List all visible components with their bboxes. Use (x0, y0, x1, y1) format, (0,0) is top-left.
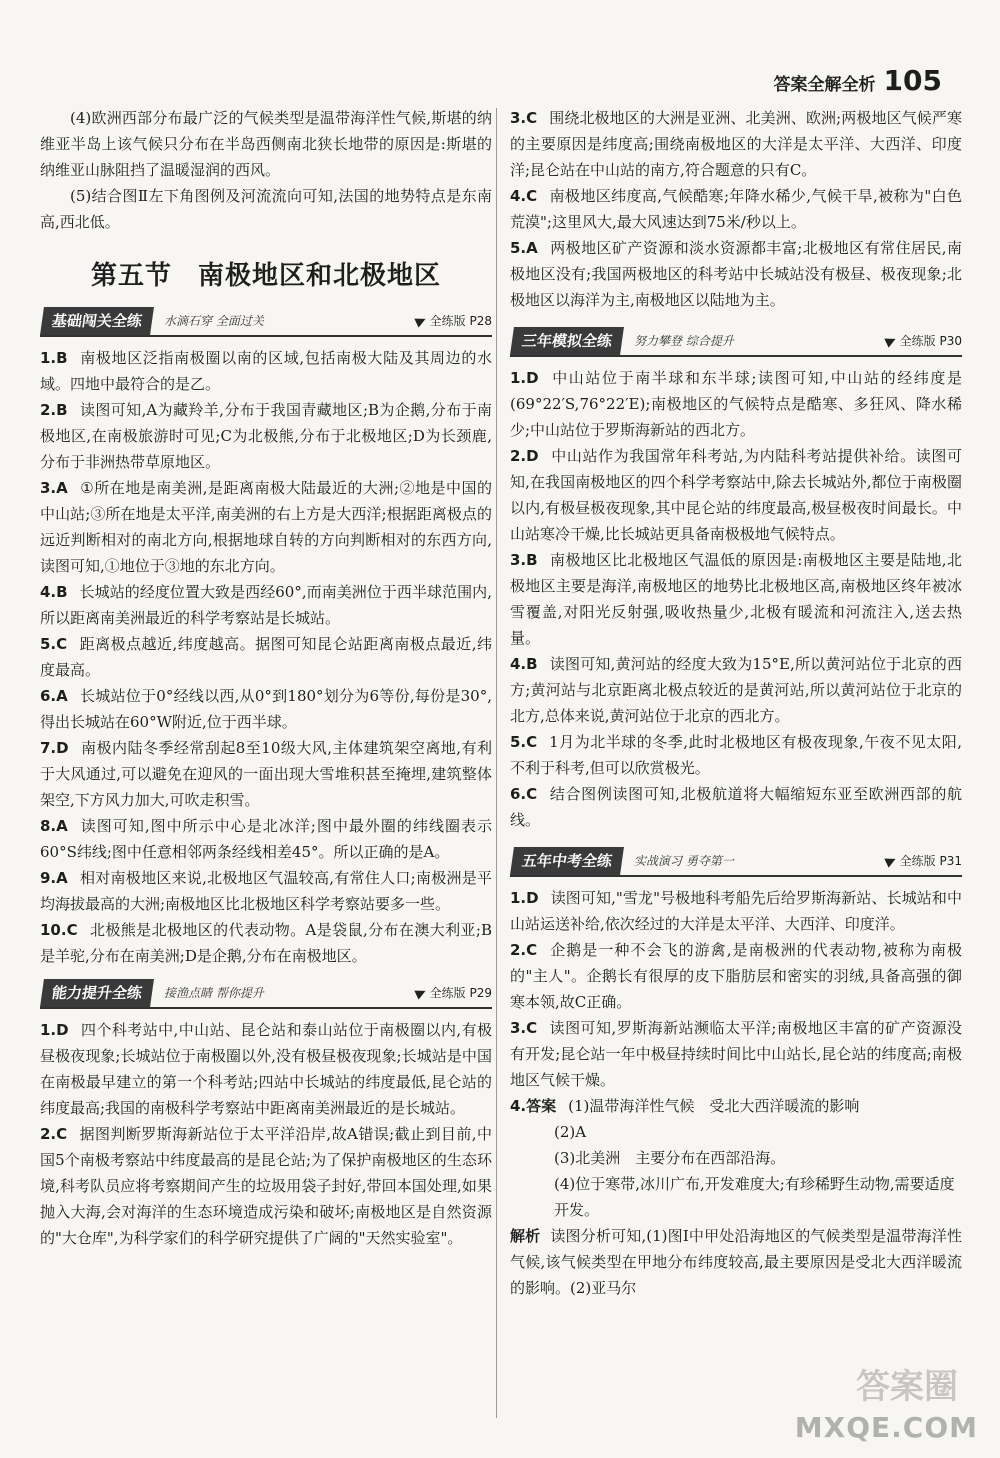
answer-text: 两极地区矿产资源和淡水资源都丰富;北极地区有常住居民,南极地区没有;我国两极地区的科考站中长城站没有极昼、极夜现象;北极地区以海洋为主,南极地区以陆地为主。 (510, 239, 962, 309)
answer-item (510, 781, 962, 833)
banner-tag: 能力提升全练 (40, 979, 154, 1007)
banner-ref: 全练版 P29 (416, 980, 492, 1006)
answer-text: 结合图例读图可知,北极航道将大幅缩短东亚至欧洲西部的航线。 (510, 785, 962, 829)
answer-text: 读图可知,罗斯海新站濒临太平洋;南极地区丰富的矿产资源没有开发;昆仑站一年中极昼持续时间比中山站长,昆仑站的纬度高;南极地区气候干燥。 (510, 1019, 962, 1089)
banner-ref: 全练版 P30 (886, 328, 962, 354)
right-column (510, 105, 962, 1301)
answer-item (40, 735, 492, 813)
answer-item (40, 345, 492, 397)
answer-number: 3.C (510, 1019, 538, 1037)
answer-number: 7.D (40, 739, 69, 757)
banner-tag: 基础闯关全练 (40, 307, 154, 335)
answer-item (510, 183, 962, 235)
answer-text: 读图可知,A为藏羚羊,分布于我国青藏地区;B为企鹅,分布于南极地区,在南极旅游时可见;C为北极熊,分布于北极地区;D为长颈鹿,分布于非洲热带草原地区。 (40, 401, 492, 471)
q4-answer-line4: (4)位于寒带,冰川广布,开发难度大;有珍稀野生动物,需要适度开发。 (554, 1175, 955, 1219)
answer-item (40, 1017, 492, 1121)
page-number: 105 (883, 64, 942, 97)
answer-number: 3.A (40, 479, 68, 497)
answer-number: 1.B (40, 349, 68, 367)
answer-number: 1.D (510, 369, 539, 387)
banner-slogan: 努力攀登 综合提升 (634, 334, 734, 348)
arrow-icon (414, 314, 427, 327)
arrow-icon (884, 854, 897, 867)
answer-number: 2.D (510, 447, 539, 465)
answer-text: 读图可知,"雪龙"号极地科考船先后给罗斯海新站、长城站和中山站运送补给,依次经过的大洋是太平洋、大西洋、印度洋。 (510, 889, 962, 933)
answer-number: 2.C (510, 941, 538, 959)
answer-text: 中山站作为我国常年科考站,为内陆科考站提供补给。读图可知,在我国南极地区的四个科学考察站中,除去长城站外,都位于南极圈以内,有极昼极夜现象,其中昆仑站的纬度最高,极昼极夜时间最长。中山站寒冷干燥,比长城站更具备南极极地气候特点。 (510, 447, 962, 543)
section-heading: 南极地区和北极地区 (198, 261, 442, 291)
q4-answer-line1: 4.答案 (1)温带海洋性气候 受北大西洋暖流的影响 (510, 1097, 860, 1115)
watermark-logo: 答案圈 (856, 1367, 958, 1407)
answer-text: 围绕北极地区的大洲是亚洲、北美洲、欧洲;两极地区气候严寒的主要原因是纬度高;围绕南极地区的大洋是太平洋、大西洋、印度洋;昆仑站在中山站的南方,符合题意的只有C。 (510, 109, 962, 179)
answer-text: ①所在地是南美洲,是距离南极大陆最近的大洲;②地是中国的中山站;③所在地是太平洋,南美洲的右上方是大西洋;根据距离极点的远近判断相对的南北方向,根据地球自转的方向判断相对的东西方向,读图可知,①地位于③地的东北方向。 (40, 479, 492, 575)
ability-answers (40, 1017, 492, 1251)
section-number: 第五节 (90, 261, 172, 291)
intro-paragraph-4: (4)欧洲西部分布最广泛的气候类型是温带海洋性气候,斯堪的纳维亚半岛上该气候只分布在半岛西侧南北狭长地带的原因是:斯堪的纳维亚山脉阻挡了温暖湿润的西风。 (40, 109, 492, 179)
answer-number: 3.B (510, 551, 538, 569)
answer-item (40, 1121, 492, 1251)
banner-exam (510, 847, 962, 877)
answer-item (510, 235, 962, 313)
banner-basic (40, 307, 492, 337)
mock-answers (510, 365, 962, 833)
answer-text: 据图判断罗斯海新站位于太平洋沿岸,故A错误;截止到目前,中国5个南极考察站中纬度最高的是昆仑站;为了保护南极地区的生态环境,科考队员应将考察期间产生的垃圾用袋子封好,带回本国处理,如果抛入大海,会对海洋的生态环境造成污染和破坏;南极地区是自然资源的"大仓库",为科学家们的科学研究提供了广阔的"天然实验室"。 (40, 1125, 492, 1247)
answer-number: 4.B (40, 583, 68, 601)
answer-number: 6.A (40, 687, 68, 705)
answer-text: 距离极点越近,纬度越高。据图可知昆仑站距离南极点最近,纬度最高。 (40, 635, 492, 679)
answer-item (40, 683, 492, 735)
answer-number: 5.C (510, 733, 538, 751)
answer-item (510, 547, 962, 651)
q4-answer-line2: (2)A (554, 1123, 587, 1141)
banner-ref: 全练版 P28 (416, 308, 492, 334)
watermark-url: MXQE.COM (794, 1411, 978, 1444)
answer-item (510, 1015, 962, 1093)
answer-text: 相对南极地区来说,北极地区气温较高,有常住人口;南极洲是平均海拔最高的大洲;南极地区比北极地区科学考察站要多一些。 (40, 869, 492, 913)
answer-text: 长城站位于0°经线以西,从0°到180°划分为6等份,每份是30°,得出长城站在60°W附近,位于西半球。 (40, 687, 492, 731)
answer-number: 6.C (510, 785, 538, 803)
q4-answer-line3: (3)北美洲 主要分布在西部沿海。 (554, 1149, 786, 1167)
banner-tag: 三年模拟全练 (510, 327, 624, 355)
answer-text: 中山站位于南半球和东半球;读图可知,中山站的经纬度是(69°22′S,76°22′E);南极地区的气候特点是酷寒、多狂风、降水稀少;中山站位于罗斯海新站的西北方。 (510, 369, 962, 439)
exam-answers (510, 885, 962, 1093)
answer-text: 南极地区纬度高,气候酷寒;年降水稀少,气候干旱,被称为"白色荒漠";这里风大,最大风速达到75米/秒以上。 (510, 187, 962, 231)
answer-number: 1.D (40, 1021, 69, 1039)
page-header (774, 64, 942, 97)
answer-item (510, 651, 962, 729)
watermark (748, 1354, 978, 1444)
ability-answers-cont (510, 105, 962, 313)
answer-number: 4.C (510, 187, 538, 205)
arrow-icon (884, 334, 897, 347)
answer-text: 1月为北半球的冬季,此时北极地区有极夜现象,午夜不见太阳,不利于科考,但可以欣赏极光。 (510, 733, 962, 777)
answer-item (40, 631, 492, 683)
answer-item (40, 917, 492, 969)
header-title: 答案全解全析 (773, 75, 876, 95)
answer-text: 企鹅是一种不会飞的游禽,是南极洲的代表动物,被称为南极的"主人"。企鹅长有很厚的皮下脂肪层和密实的羽绒,具备高强的御寒本领,故C正确。 (510, 941, 962, 1011)
answer-text: 长城站的经度位置大致是西经60°,而南美洲位于西半球范围内,所以距离南美洲最近的科学考察站是长城站。 (40, 583, 492, 627)
answer-item (510, 885, 962, 937)
left-column (40, 105, 492, 1251)
banner-tag: 五年中考全练 (510, 847, 624, 875)
answer-text: 南极地区泛指南极圈以南的区域,包括南极大陆及其周边的水域。四地中最符合的是乙。 (40, 349, 492, 393)
banner-slogan: 实战演习 勇夺第一 (634, 854, 734, 868)
banner-mock (510, 327, 962, 357)
answer-item (40, 813, 492, 865)
intro-paragraph-5: (5)结合图Ⅱ左下角图例及河流流向可知,法国的地势特点是东南高,西北低。 (40, 187, 492, 231)
answer-number: 9.A (40, 869, 68, 887)
answer-text: 读图可知,黄河站的经度大致为15°E,所以黄河站位于北京的西方;黄河站与北京距离北极点较近的是黄河站,所以黄河站位于北京的北方,总体来说,黄河站位于北京的西北方。 (510, 655, 962, 725)
answer-text: 南极内陆冬季经常刮起8至10级大风,主体建筑架空离地,有利于大风通过,可以避免在迎风的一面出现大雪堆积甚至掩埋,建筑整体架空,下方风力加大,可吹走积雪。 (40, 739, 492, 809)
answer-text: 北极熊是北极地区的代表动物。A是袋鼠,分布在澳大利亚;B是羊驼,分布在南美洲;D是企鹅,分布在南极地区。 (40, 921, 492, 965)
answer-number: 10.C (40, 921, 78, 939)
answer-item (40, 579, 492, 631)
answer-number: 3.C (510, 109, 538, 127)
q4-analysis: 解析 读图分析可知,(1)图Ⅰ中甲处沿海地区的气候类型是温带海洋性气候,该气候类型在甲地分布纬度较高,最主要原因是受北大西洋暖流的影响。(2)亚马尔 (510, 1227, 962, 1297)
answer-item (510, 937, 962, 1015)
answer-number: 2.B (40, 401, 68, 419)
banner-ability (40, 979, 492, 1009)
answer-number: 2.C (40, 1125, 68, 1143)
answer-item (40, 397, 492, 475)
column-divider (496, 108, 497, 1418)
answer-text: 读图可知,图中所示中心是北冰洋;图中最外圈的纬线圈表示60°S纬线;图中任意相邻两条经线相差45°。所以正确的是A。 (40, 817, 492, 861)
answer-text: 四个科考站中,中山站、昆仑站和泰山站位于南极圈以内,有极昼极夜现象;长城站位于南极圈以外,没有极昼极夜现象;长城站是中国在南极最早建立的第一个科考站;四站中长城站的纬度最低,昆仑站的纬度最高;我国的南极科学考察站中距离南美洲最近的是长城站。 (40, 1021, 492, 1117)
answer-item (510, 729, 962, 781)
answer-number: 5.C (40, 635, 68, 653)
answer-item (510, 105, 962, 183)
answer-item (510, 443, 962, 547)
answer-item (40, 475, 492, 579)
banner-slogan: 水滴石穿 全面过关 (164, 314, 264, 328)
answer-item (40, 865, 492, 917)
arrow-icon (414, 986, 427, 999)
answer-number: 4.B (510, 655, 538, 673)
answer-number: 5.A (510, 239, 538, 257)
answer-text: 南极地区比北极地区气温低的原因是:南极地区主要是陆地,北极地区主要是海洋,南极地区的地势比北极地区高,南极地区终年被冰雪覆盖,对阳光反射强,吸收热量少,北极有暖流和河流注入,送去热量。 (510, 551, 962, 647)
banner-ref: 全练版 P31 (886, 848, 962, 874)
banner-slogan: 接渔点睛 帮你提升 (164, 986, 264, 1000)
basic-answers (40, 345, 492, 969)
answer-number: 1.D (510, 889, 539, 907)
answer-item (510, 365, 962, 443)
section-title (40, 263, 492, 289)
answer-number: 8.A (40, 817, 68, 835)
